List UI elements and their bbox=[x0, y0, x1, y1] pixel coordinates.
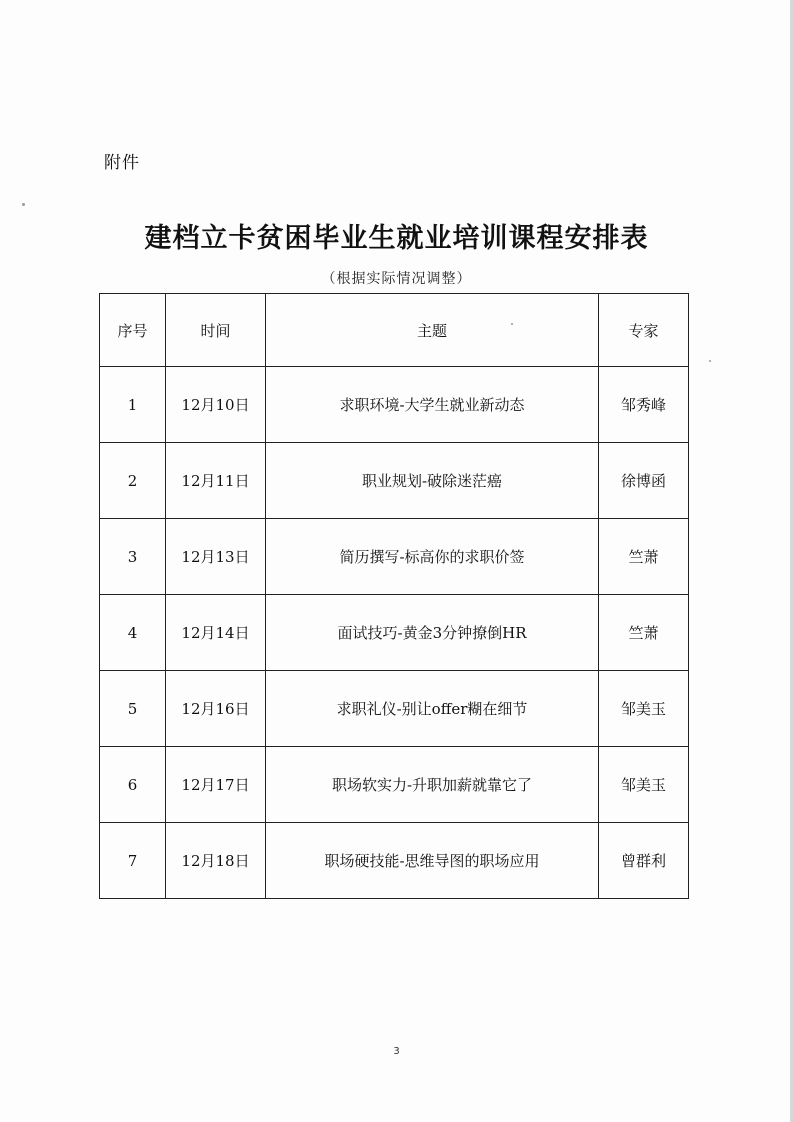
header-time: 时间 bbox=[166, 294, 266, 367]
cell-expert: 邹美玉 bbox=[599, 747, 689, 823]
table-row bbox=[100, 595, 689, 671]
cell-expert: 曾群利 bbox=[599, 823, 689, 899]
cell-no: 6 bbox=[100, 747, 166, 823]
cell-time: 12月16日 bbox=[166, 671, 266, 747]
header-expert: 专家 bbox=[599, 294, 689, 367]
cell-no: 5 bbox=[100, 671, 166, 747]
cell-no: 2 bbox=[100, 443, 166, 519]
cell-topic: 简历撰写-标高你的求职价签 bbox=[266, 519, 599, 595]
cell-topic: 求职礼仪-别让offer糊在细节 bbox=[266, 671, 599, 747]
cell-expert: 竺萧 bbox=[599, 595, 689, 671]
cell-topic: 职场硬技能-思维导图的职场应用 bbox=[266, 823, 599, 899]
table-row bbox=[100, 747, 689, 823]
header-no: 序号 bbox=[100, 294, 166, 367]
schedule-table bbox=[99, 293, 689, 899]
cell-time: 12月14日 bbox=[166, 595, 266, 671]
cell-no: 1 bbox=[100, 367, 166, 443]
cell-time: 12月18日 bbox=[166, 823, 266, 899]
table-row bbox=[100, 443, 689, 519]
cell-time: 12月10日 bbox=[166, 367, 266, 443]
table-row bbox=[100, 671, 689, 747]
cell-topic: 职业规划-破除迷茫癌 bbox=[266, 443, 599, 519]
cell-no: 7 bbox=[100, 823, 166, 899]
cell-expert: 邹美玉 bbox=[599, 671, 689, 747]
scan-speck bbox=[709, 360, 711, 362]
page-subtitle: （根据实际情况调整） bbox=[321, 271, 472, 287]
table-row bbox=[100, 823, 689, 899]
attachment-label: 附件 bbox=[104, 153, 140, 173]
table-header-row bbox=[100, 294, 689, 367]
page-title: 建档立卡贫困毕业生就业培训课程安排表 bbox=[144, 223, 649, 254]
cell-topic: 求职环境-大学生就业新动态 bbox=[266, 367, 599, 443]
cell-topic: 职场软实力-升职加薪就靠它了 bbox=[266, 747, 599, 823]
scan-speck bbox=[22, 203, 25, 206]
cell-expert: 竺萧 bbox=[599, 519, 689, 595]
cell-no: 3 bbox=[100, 519, 166, 595]
cell-expert: 徐博函 bbox=[599, 443, 689, 519]
cell-time: 12月13日 bbox=[166, 519, 266, 595]
cell-topic: 面试技巧-黄金3分钟撩倒HR bbox=[266, 595, 599, 671]
cell-time: 12月17日 bbox=[166, 747, 266, 823]
table-row bbox=[100, 367, 689, 443]
header-topic: 主题 bbox=[266, 294, 599, 367]
table-row bbox=[100, 519, 689, 595]
cell-no: 4 bbox=[100, 595, 166, 671]
page-number: 3 bbox=[393, 1046, 400, 1057]
cell-expert: 邹秀峰 bbox=[599, 367, 689, 443]
cell-time: 12月11日 bbox=[166, 443, 266, 519]
scan-speck bbox=[511, 323, 513, 325]
